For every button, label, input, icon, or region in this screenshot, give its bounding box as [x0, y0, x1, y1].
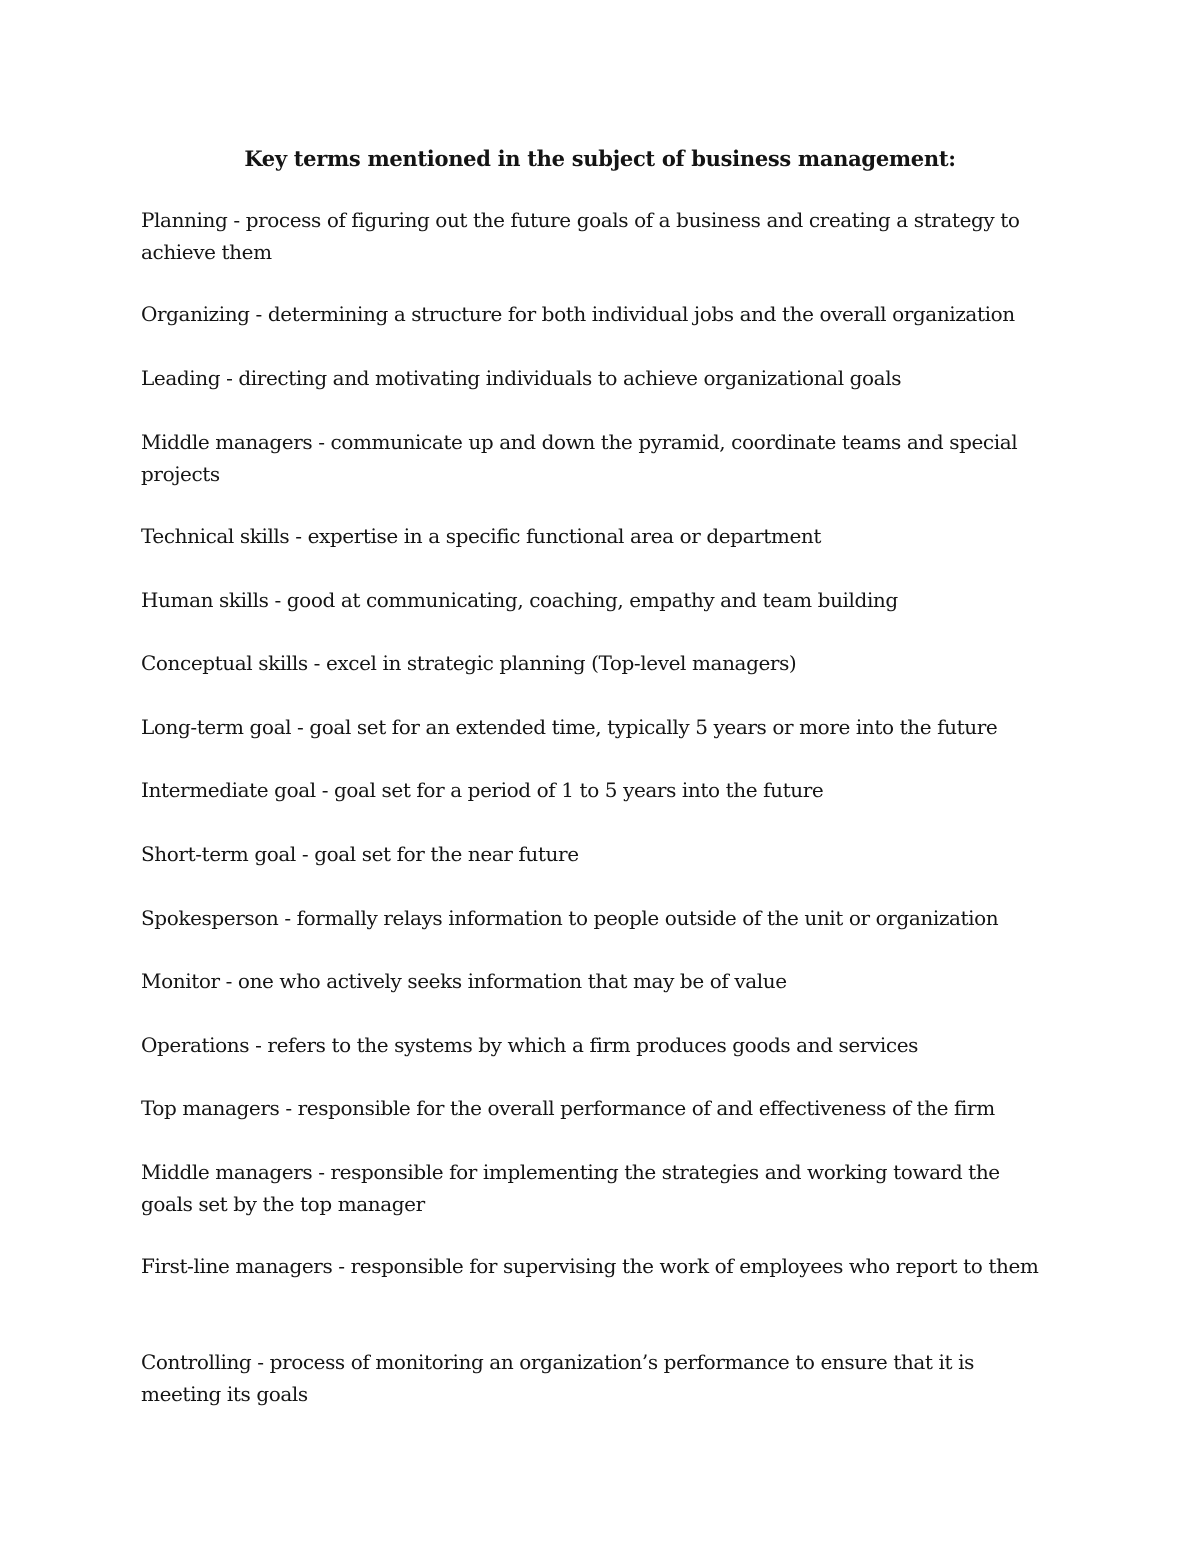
term-entry-organizing	[141, 298, 1056, 330]
term-definition: communicate up and down the pyramid, coordinate teams and special projects	[141, 430, 1018, 486]
term-definition: responsible for supervising the work of employees who report to them	[350, 1254, 1039, 1278]
term-name: Conceptual skills	[141, 651, 308, 675]
term-separator: -	[295, 842, 315, 866]
term-name: Organizing	[141, 302, 250, 326]
term-entry-conceptual-skills	[141, 647, 1056, 679]
term-name: Monitor	[141, 969, 220, 993]
term-entry-operations	[141, 1029, 1056, 1061]
term-name: Spokesperson	[141, 906, 279, 930]
term-separator: -	[312, 430, 331, 454]
term-entry-middle-managers	[141, 426, 1056, 490]
term-entry-spokesperson	[141, 902, 1056, 934]
term-name: Technical skills	[141, 524, 290, 548]
term-entry-long-term-goal	[141, 711, 1056, 743]
term-name: Middle managers	[141, 430, 313, 454]
term-entry-middle-managers-2	[141, 1156, 1056, 1220]
term-definition: excel in strategic planning (Top-level managers)	[325, 651, 797, 675]
term-definition: responsible for the overall performance of and effectiveness of the firm	[297, 1096, 995, 1120]
term-definition: good at communicating, coaching, empathy and team building	[286, 588, 898, 612]
term-separator: -	[278, 906, 297, 930]
term-name: First-line managers	[141, 1254, 333, 1278]
term-separator: -	[307, 651, 326, 675]
term-entry-human-skills	[141, 584, 1056, 616]
term-entry-technical-skills	[141, 520, 1056, 552]
term-name: Long-term goal	[141, 715, 292, 739]
term-entry-planning	[141, 204, 1056, 268]
term-separator: -	[249, 1033, 268, 1057]
term-name: Intermediate goal	[141, 778, 316, 802]
term-separator: -	[268, 588, 287, 612]
term-name: Planning	[141, 208, 228, 232]
term-name: Controlling	[141, 1350, 252, 1374]
term-definition: goal set for a period of 1 to 5 years into the future	[334, 778, 824, 802]
term-definition: process of figuring out the future goals of a business and creating a strategy to achieve them	[141, 208, 1020, 264]
term-entry-controlling	[141, 1346, 1056, 1410]
term-definition: refers to the systems by which a firm produces goods and services	[267, 1033, 919, 1057]
term-separator: -	[291, 715, 310, 739]
term-name: Top managers	[141, 1096, 280, 1120]
term-separator: -	[315, 778, 335, 802]
term-entry-leading	[141, 362, 1056, 394]
term-entry-intermediate-goal	[141, 774, 1056, 806]
term-name: Operations	[141, 1033, 250, 1057]
term-separator: -	[312, 1160, 331, 1184]
term-separator: -	[289, 524, 308, 548]
term-separator: -	[251, 1350, 270, 1374]
term-definition: responsible for implementing the strategies and working toward the goals set by the top manager	[141, 1160, 1000, 1216]
term-definition: expertise in a specific functional area or department	[307, 524, 822, 548]
term-definition: process of monitoring an organization’s performance to ensure that it is meeting its goals	[141, 1350, 974, 1406]
term-definition: directing and motivating individuals to achieve organizational goals	[238, 366, 902, 390]
term-entry-short-term-goal	[141, 838, 1056, 870]
term-separator: -	[332, 1254, 351, 1278]
term-name: Human skills	[141, 588, 269, 612]
term-definition: determining a structure for both individual jobs and the overall organization	[267, 302, 1015, 326]
document-title: Key terms mentioned in the subject of business management:	[244, 146, 956, 171]
term-name: Short-term goal	[141, 842, 296, 866]
term-entry-first-line-managers	[141, 1250, 1056, 1282]
term-separator: -	[220, 366, 239, 390]
term-definition: formally relays information to people outside of the unit or organization	[296, 906, 999, 930]
term-separator: -	[279, 1096, 298, 1120]
term-separator: -	[219, 969, 238, 993]
term-name: Leading	[141, 366, 221, 390]
term-separator: -	[227, 208, 246, 232]
term-definition: goal set for an extended time, typically 5 years or more into the future	[309, 715, 998, 739]
term-name: Middle managers	[141, 1160, 313, 1184]
term-entry-top-managers	[141, 1092, 1056, 1124]
term-entry-monitor	[141, 965, 1056, 997]
term-definition: goal set for the near future	[314, 842, 579, 866]
term-definition: one who actively seeks information that may be of value	[237, 969, 787, 993]
term-separator: -	[249, 302, 268, 326]
